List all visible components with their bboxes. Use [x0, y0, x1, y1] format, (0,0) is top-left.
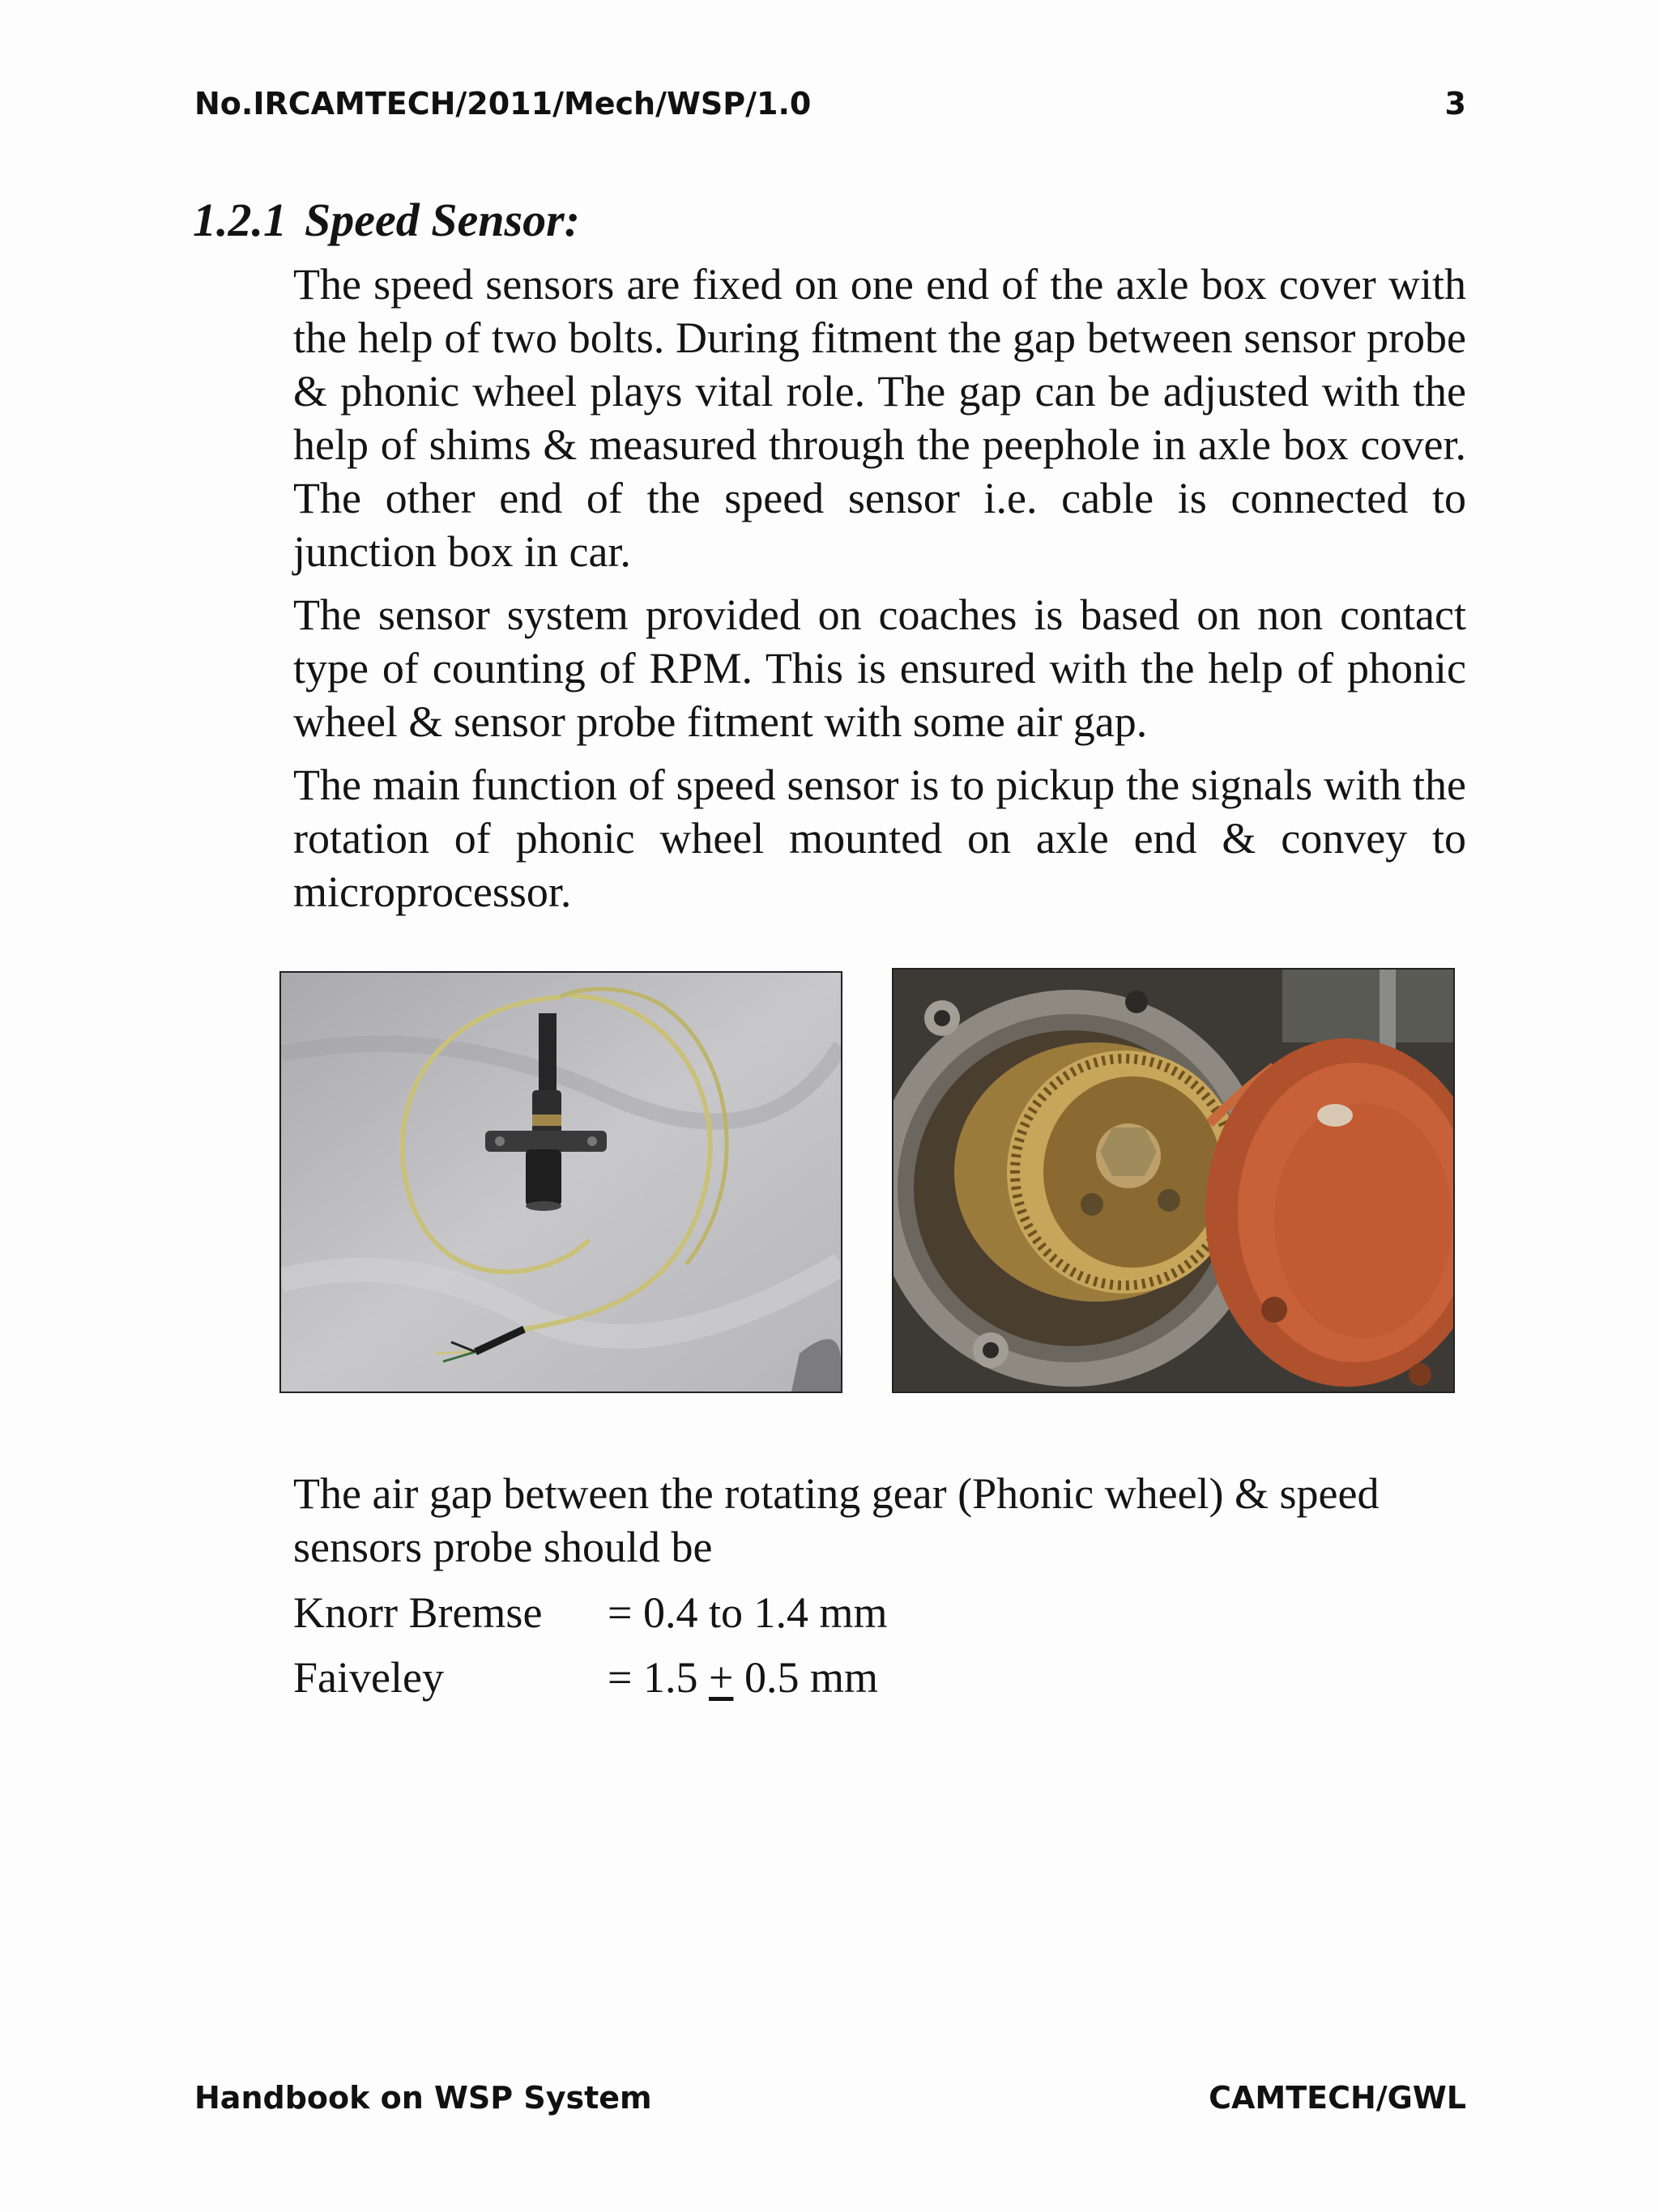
spec-value-knorr-bremse: = 0.4 to 1.4 mm [608, 1588, 888, 1637]
page-number: 3 [1444, 86, 1466, 121]
paragraph-fitment: The speed sensors are fixed on one end of the axle box cover with the help of two bolts. During fitment the gap between sensor probe & phonic wheel plays vital role. The gap can be adjusted with the help of shims & measured through the peephole in axle box cover. The other end of the speed sensor i.e. cable is connected to junction box in car. [293, 260, 1466, 576]
phonic-wheel-illustration [893, 970, 1453, 1392]
phonic-wheel-photo [892, 968, 1455, 1393]
spec-label-faiveley: Faiveley [293, 1653, 444, 1702]
section-number: 1.2.1 [193, 194, 287, 246]
plus-minus-symbol: + [708, 1653, 734, 1702]
document-number: No.IRCAMTECH/2011/Mech/WSP/1.0 [194, 86, 812, 121]
footer-publisher: CAMTECH/GWL [1209, 2080, 1466, 2116]
speed-sensor-illustration [281, 973, 841, 1392]
paragraph-main-function: The main function of speed sensor is to pickup the signals with the rotation of phonic wheel mounted on axle end & convey to microprocessor. [293, 761, 1466, 916]
spec-label-knorr-bremse: Knorr Bremse [293, 1588, 543, 1637]
speed-sensor-photo [279, 971, 842, 1393]
section-heading [193, 193, 580, 247]
paragraph-sensor-system: The sensor system provided on coaches is based on non contact type of counting of RPM. This is ensured with the help of phonic wheel & sensor probe fitment with some air gap. [293, 590, 1466, 746]
spec-value-faiveley: = 1.5 + 0.5 mm [608, 1653, 878, 1702]
section-title: Speed Sensor: [305, 194, 580, 246]
air-gap-intro-line-1: The air gap between the rotating gear (Phonic wheel) & speed [293, 1469, 1380, 1518]
footer-handbook-title: Handbook on WSP System [194, 2080, 652, 2116]
air-gap-intro-line-2: sensors probe should be [293, 1523, 713, 1571]
